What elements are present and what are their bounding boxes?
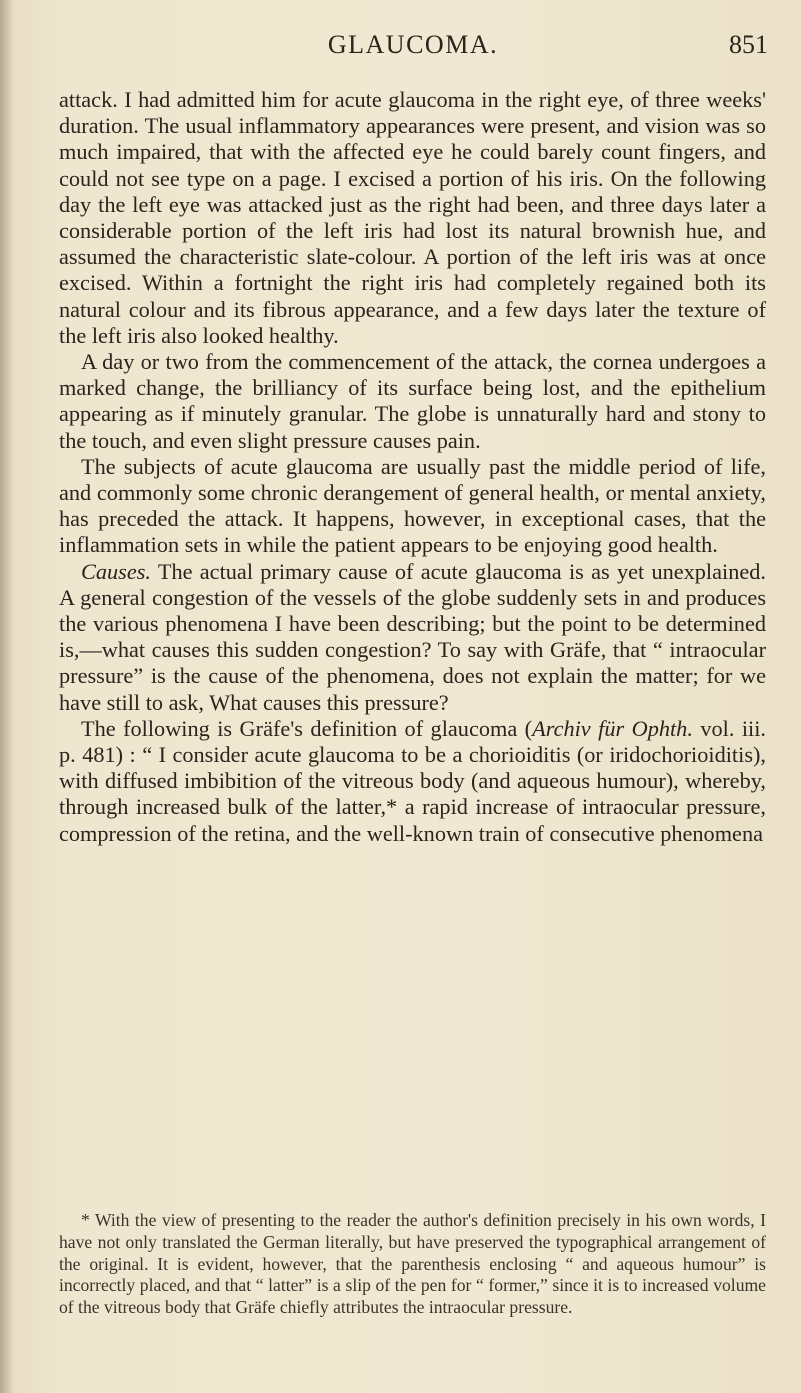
running-title: GLAUCOMA.: [327, 30, 499, 59]
paragraph-cornea: A day or two from the commencement of the attack, the cornea undergoes a marked change, the brilliancy of its surface being lost, and the epithelium appearing as if minutely granular. The globe is unnaturally hard and stony to the touch, and even slight pressure causes pain.: [59, 349, 766, 453]
paragraph-grafe-definition: [59, 716, 766, 847]
main-text: [59, 87, 766, 847]
grafe-after: vol. iii. p. 481) : “ I consider acute glaucoma to be a chorioiditis (or iridochorioiditis), with diffused imbibition of the vitreous body (and aqueous humour), whereby, through increased bulk of the latter,* a rapid increase of intraocular pressure, compression of the retina, and the well-known train of consecutive phenomena: [59, 715, 766, 846]
paragraph-causes: [59, 559, 766, 716]
page-header: [58, 28, 768, 68]
paragraph-subjects: The subjects of acute glaucoma are usually past the middle period of life, and commonly some chronic derangement of general health, or mental anxiety, has preceded the attack. It happens, however, in exceptional cases, that the inflammation sets in while the patient appears to be enjoying good health.: [59, 453, 766, 558]
causes-text: The actual primary cause of acute glaucoma is as yet unexplained. A general congestion of the vessels of the globe suddenly sets in and produces the various phenomena I have been describing; but the point to be determined is,—what causes this sudden congestion? To say with Gräfe, that “ intraocular pressure” is the cause of the phenomena, does not explain the matter; for we have still to ask, What causes this pressure?: [59, 558, 766, 715]
grafe-before: The following is Gräfe's definition of glaucoma (: [81, 715, 533, 741]
causes-heading: Causes.: [81, 558, 151, 584]
page-gutter-shadow: [0, 0, 14, 1393]
paragraph-attack: attack. I had admitted him for acute glaucoma in the right eye, of three weeks' duration. The usual inflammatory appearances were present, and vision was so much impaired, that with the affected eye he could barely count fingers, and could not see type on a page. I excised a portion of his iris. On the following day the left eye was attacked just as the right had been, and three days later a considerable portion of the left iris had lost its natural brownish hue, and assumed the characteristic slate-colour. A portion of the left iris was at once excised. Within a fortnight the right iris had completely regained both its natural colour and its fibrous appearance, and a few days later the texture of the left iris also looked healthy.: [59, 87, 766, 348]
footnote: * With the view of presenting to the reader the author's definition precisely in his own words, I have not only translated the German literally, but have preserved the typographical arrangement of the original. It is evident, however, that the parenthesis enclosing “ and aqueous humour” is incorrectly placed, and that “ latter” is a slip of the pen for “ former,” since it is to increased volume of the vitreous body that Gräfe chiefly attributes the intraocular pressure.: [59, 1210, 766, 1318]
page-number: 851: [729, 30, 768, 59]
grafe-source: Archiv für Ophth.: [532, 715, 693, 741]
